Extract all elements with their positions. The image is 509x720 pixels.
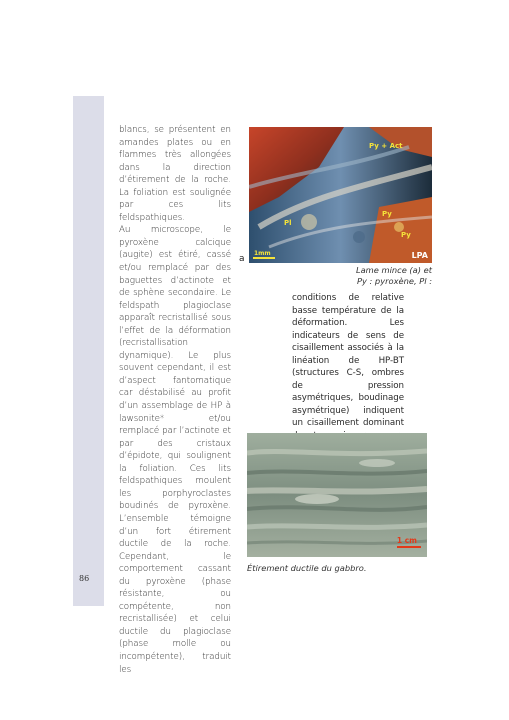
bottom-figure-caption: Étirement ductile du gabbro. [247,563,367,573]
left-text-column [119,124,231,676]
light-mode-label: LPA [411,251,428,260]
page-number: 86 [79,574,90,583]
scale-bar [253,257,275,259]
top-figure-caption [300,265,432,287]
gabbro-photo [247,433,427,557]
figure-label-a: a [239,254,245,264]
paragraph: blancs, se présentent en amandes plates ou en flammes très allongées dans la direction d’étirement de la roche. La foliation est soulignée par ces lits feldspathiques. [119,125,231,223]
caption-line: Lame mince (a) et [355,265,432,275]
mineral-label: Py + Act [369,142,403,150]
thin-section-image [249,127,432,263]
right-text-column [292,292,404,455]
paragraph: conditions de relative basse température de la déformation. Les indicateurs de sens de cisaillement associés à la linéation de HP-BT (structures C-S, ombres de pression asymétriques, boudinage asymétrique) indiquent un cisaillement dominant [292,293,404,429]
caption-line: Py : pyroxène, Pl : [356,276,432,286]
scale-bar [397,546,421,548]
scale-label: 1mm [254,250,271,257]
paragraph: Au microscope, le pyroxène calcique (augite) est étiré, cassé et/ou remplacé par des baguettes d’actinote et de sphène secondaire. Le feldspath plagioclase apparaît recristallisé sous l’effet de la déformation (recristallisation dynamique). Le plus souvent cependant, il est d’aspect fantomatique car déstabilisé au profit d’un assemblage de HP à lawsonite* et/ou remplacé par l’actinote et par des cristaux d’épidote, qui soulignent la foliation. Ces lits feldspathiques moulent les porphyroclastes boudinés de pyroxène. L’ensemble témoigne d’un fort étirement ductile de la roche. Cependant, le comportement cassant du pyroxène (phase résistante, ou compétente, non recristallisée) et celui ductile du plagioclase (phase molle ou incompétente), traduit les [119,225,231,675]
mineral-label: Pl [284,219,292,227]
margin-band [73,96,104,606]
mineral-label: Py [401,231,411,239]
thin-section-photo [249,127,432,263]
scale-label: 1 cm [396,536,417,545]
mineral-label: Py [382,210,392,218]
